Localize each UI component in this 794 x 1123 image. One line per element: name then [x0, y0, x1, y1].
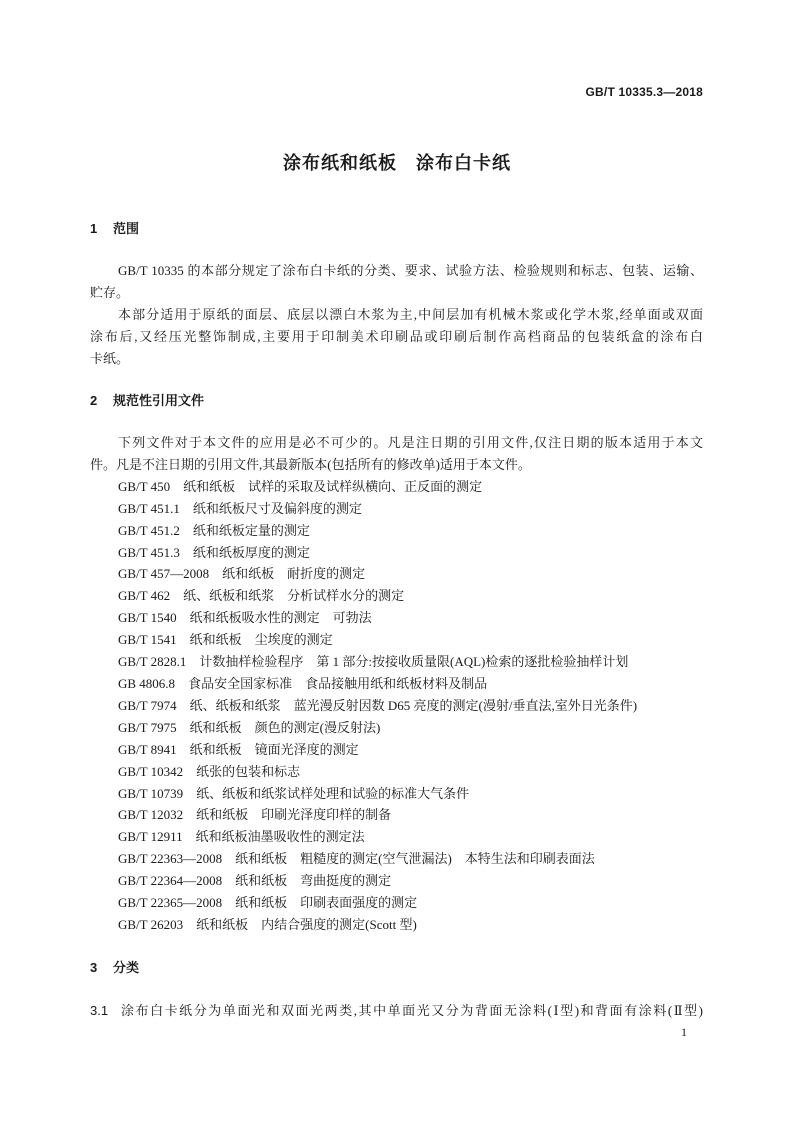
section-number: 3 [90, 960, 98, 975]
reference-code: GB/T 451.3 [118, 544, 180, 560]
reference-item [90, 607, 703, 629]
reference-code: GB/T 457—2008 [118, 566, 210, 582]
normative-references-body [90, 432, 703, 936]
section-title: 分类 [113, 960, 140, 975]
reference-title: 纸和纸板 内结合强度的测定(Scott 型) [196, 916, 417, 932]
reference-title: 纸和纸板 印刷表面强度的测定 [235, 895, 418, 911]
reference-item [90, 717, 703, 739]
reference-item [90, 804, 703, 826]
reference-code: GB/T 12032 [118, 807, 184, 823]
reference-code: GB/T 10342 [118, 763, 184, 779]
reference-item [90, 563, 703, 585]
paragraph [90, 304, 703, 370]
reference-code: GB/T 8941 [118, 741, 177, 757]
reference-item [90, 914, 703, 936]
reference-title: 纸、纸板和纸浆 蓝光漫反射因数 D65 亮度的测定(漫射/垂直法,室外日光条件) [189, 697, 638, 713]
section-number: 1 [90, 221, 98, 236]
section-number: 2 [90, 393, 98, 408]
section-heading-classification [90, 958, 139, 978]
reference-code: GB/T 22363—2008 [118, 851, 223, 867]
reference-code: GB/T 10739 [118, 785, 184, 801]
clause-number: 3.1 [90, 1003, 109, 1018]
reference-code: GB/T 451.1 [118, 500, 180, 516]
reference-item [90, 826, 703, 848]
text-line: GB/T 10335 的本部分规定了涂布白卡纸的分类、要求、试验方法、检验规则和标志、包装、运输、 [118, 263, 703, 278]
text-line: 贮存。 [90, 284, 130, 300]
reference-title: 纸和纸板厚度的测定 [192, 544, 310, 560]
paragraph [90, 260, 703, 304]
reference-title: 食品安全国家标准 食品接触用纸和纸板材料及制品 [188, 675, 488, 691]
reference-code: GB/T 22364—2008 [118, 873, 223, 889]
reference-item [90, 695, 703, 717]
reference-title: 纸和纸板 试样的采取及试样纵横向、正反面的测定 [183, 478, 483, 494]
reference-code: GB/T 1541 [118, 632, 177, 648]
reference-code: GB/T 2828.1 [118, 654, 187, 670]
reference-code: GB 4806.8 [118, 675, 176, 691]
reference-title: 纸和纸板 弯曲挺度的测定 [235, 873, 392, 889]
standard-number-header: GB/T 10335.3—2018 [585, 85, 703, 99]
reference-title: 纸和纸板 耐折度的测定 [222, 566, 366, 582]
reference-title: 纸和纸板 颜色的测定(漫反射法) [189, 719, 381, 735]
reference-code: GB/T 450 [118, 478, 171, 494]
reference-title: 纸和纸板吸水性的测定 可勃法 [189, 610, 372, 626]
reference-title: 纸和纸板 尘埃度的测定 [189, 632, 333, 648]
reference-item [90, 870, 703, 892]
reference-code: GB/T 22365—2008 [118, 895, 223, 911]
clause-3-1 [90, 1000, 703, 1022]
reference-code: GB/T 7974 [118, 697, 177, 713]
reference-code: GB/T 462 [118, 588, 171, 604]
text-line: 卡纸。 [90, 350, 130, 366]
reference-item [90, 783, 703, 805]
reference-item [90, 761, 703, 783]
reference-item [90, 520, 703, 542]
reference-item [90, 585, 703, 607]
reference-item [90, 673, 703, 695]
reference-code: GB/T 451.2 [118, 522, 180, 538]
reference-title: 纸和纸板油墨吸收性的测定法 [195, 829, 365, 845]
reference-title: 纸和纸板尺寸及偏斜度的测定 [192, 500, 362, 516]
reference-title: 纸、纸板和纸浆 分析试样水分的测定 [183, 588, 405, 604]
reference-item [90, 542, 703, 564]
text-line: 本部分适用于原纸的面层、底层以漂白木浆为主,中间层加有机械木浆或化学木浆,经单面或双面 [118, 306, 703, 322]
reference-title: 纸和纸板 印刷光泽度印样的制备 [196, 807, 392, 823]
reference-title: 纸、纸板和纸浆试样处理和试验的标准大气条件 [196, 785, 470, 801]
reference-code: GB/T 12911 [118, 829, 183, 845]
reference-item [90, 848, 703, 870]
text-line: 涂布后,又经压光整饰制成,主要用于印制美术印刷品或印刷后制作高档商品的包装纸盒的涂布白 [90, 328, 703, 344]
reference-title: 纸和纸板 粗糙度的测定(空气泄漏法) 本特生法和印刷表面法 [235, 851, 595, 867]
scope-body [90, 260, 703, 370]
clause-text: 涂布白卡纸分为单面光和双面光两类,其中单面光又分为背面无涂料(Ⅰ型)和背面有涂料(Ⅱ型) [121, 1003, 703, 1018]
reference-title: 纸和纸板 镜面光泽度的测定 [189, 741, 359, 757]
paragraph [90, 432, 703, 476]
reference-item [90, 892, 703, 914]
section-title: 规范性引用文件 [113, 393, 205, 408]
reference-title: 计数抽样检验程序 第 1 部分:按接收质量限(AQL)检索的逐批检验抽样计划 [199, 654, 629, 670]
reference-code: GB/T 1540 [118, 610, 177, 626]
reference-list [90, 476, 703, 936]
document-title: 涂布纸和纸板 涂布白卡纸 [283, 153, 511, 173]
reference-code: GB/T 26203 [118, 916, 184, 932]
reference-title: 纸张的包装和标志 [196, 763, 301, 779]
text-line: 下列文件对于本文件的应用是必不可少的。凡是注日期的引用文件,仅注日期的版本适用于本文 [118, 435, 703, 450]
reference-item [90, 629, 703, 651]
page-number: 1 [681, 1025, 687, 1039]
reference-item [90, 739, 703, 761]
reference-title: 纸和纸板定量的测定 [192, 522, 310, 538]
reference-item [90, 651, 703, 673]
section-heading-normative-references [90, 391, 204, 411]
reference-item [90, 498, 703, 520]
section-heading-scope [90, 219, 139, 239]
reference-item [90, 476, 703, 498]
section-title: 范围 [113, 221, 140, 236]
text-line: 件。凡是不注日期的引用文件,其最新版本(包括所有的修改单)适用于本文件。 [90, 456, 531, 472]
reference-code: GB/T 7975 [118, 719, 177, 735]
